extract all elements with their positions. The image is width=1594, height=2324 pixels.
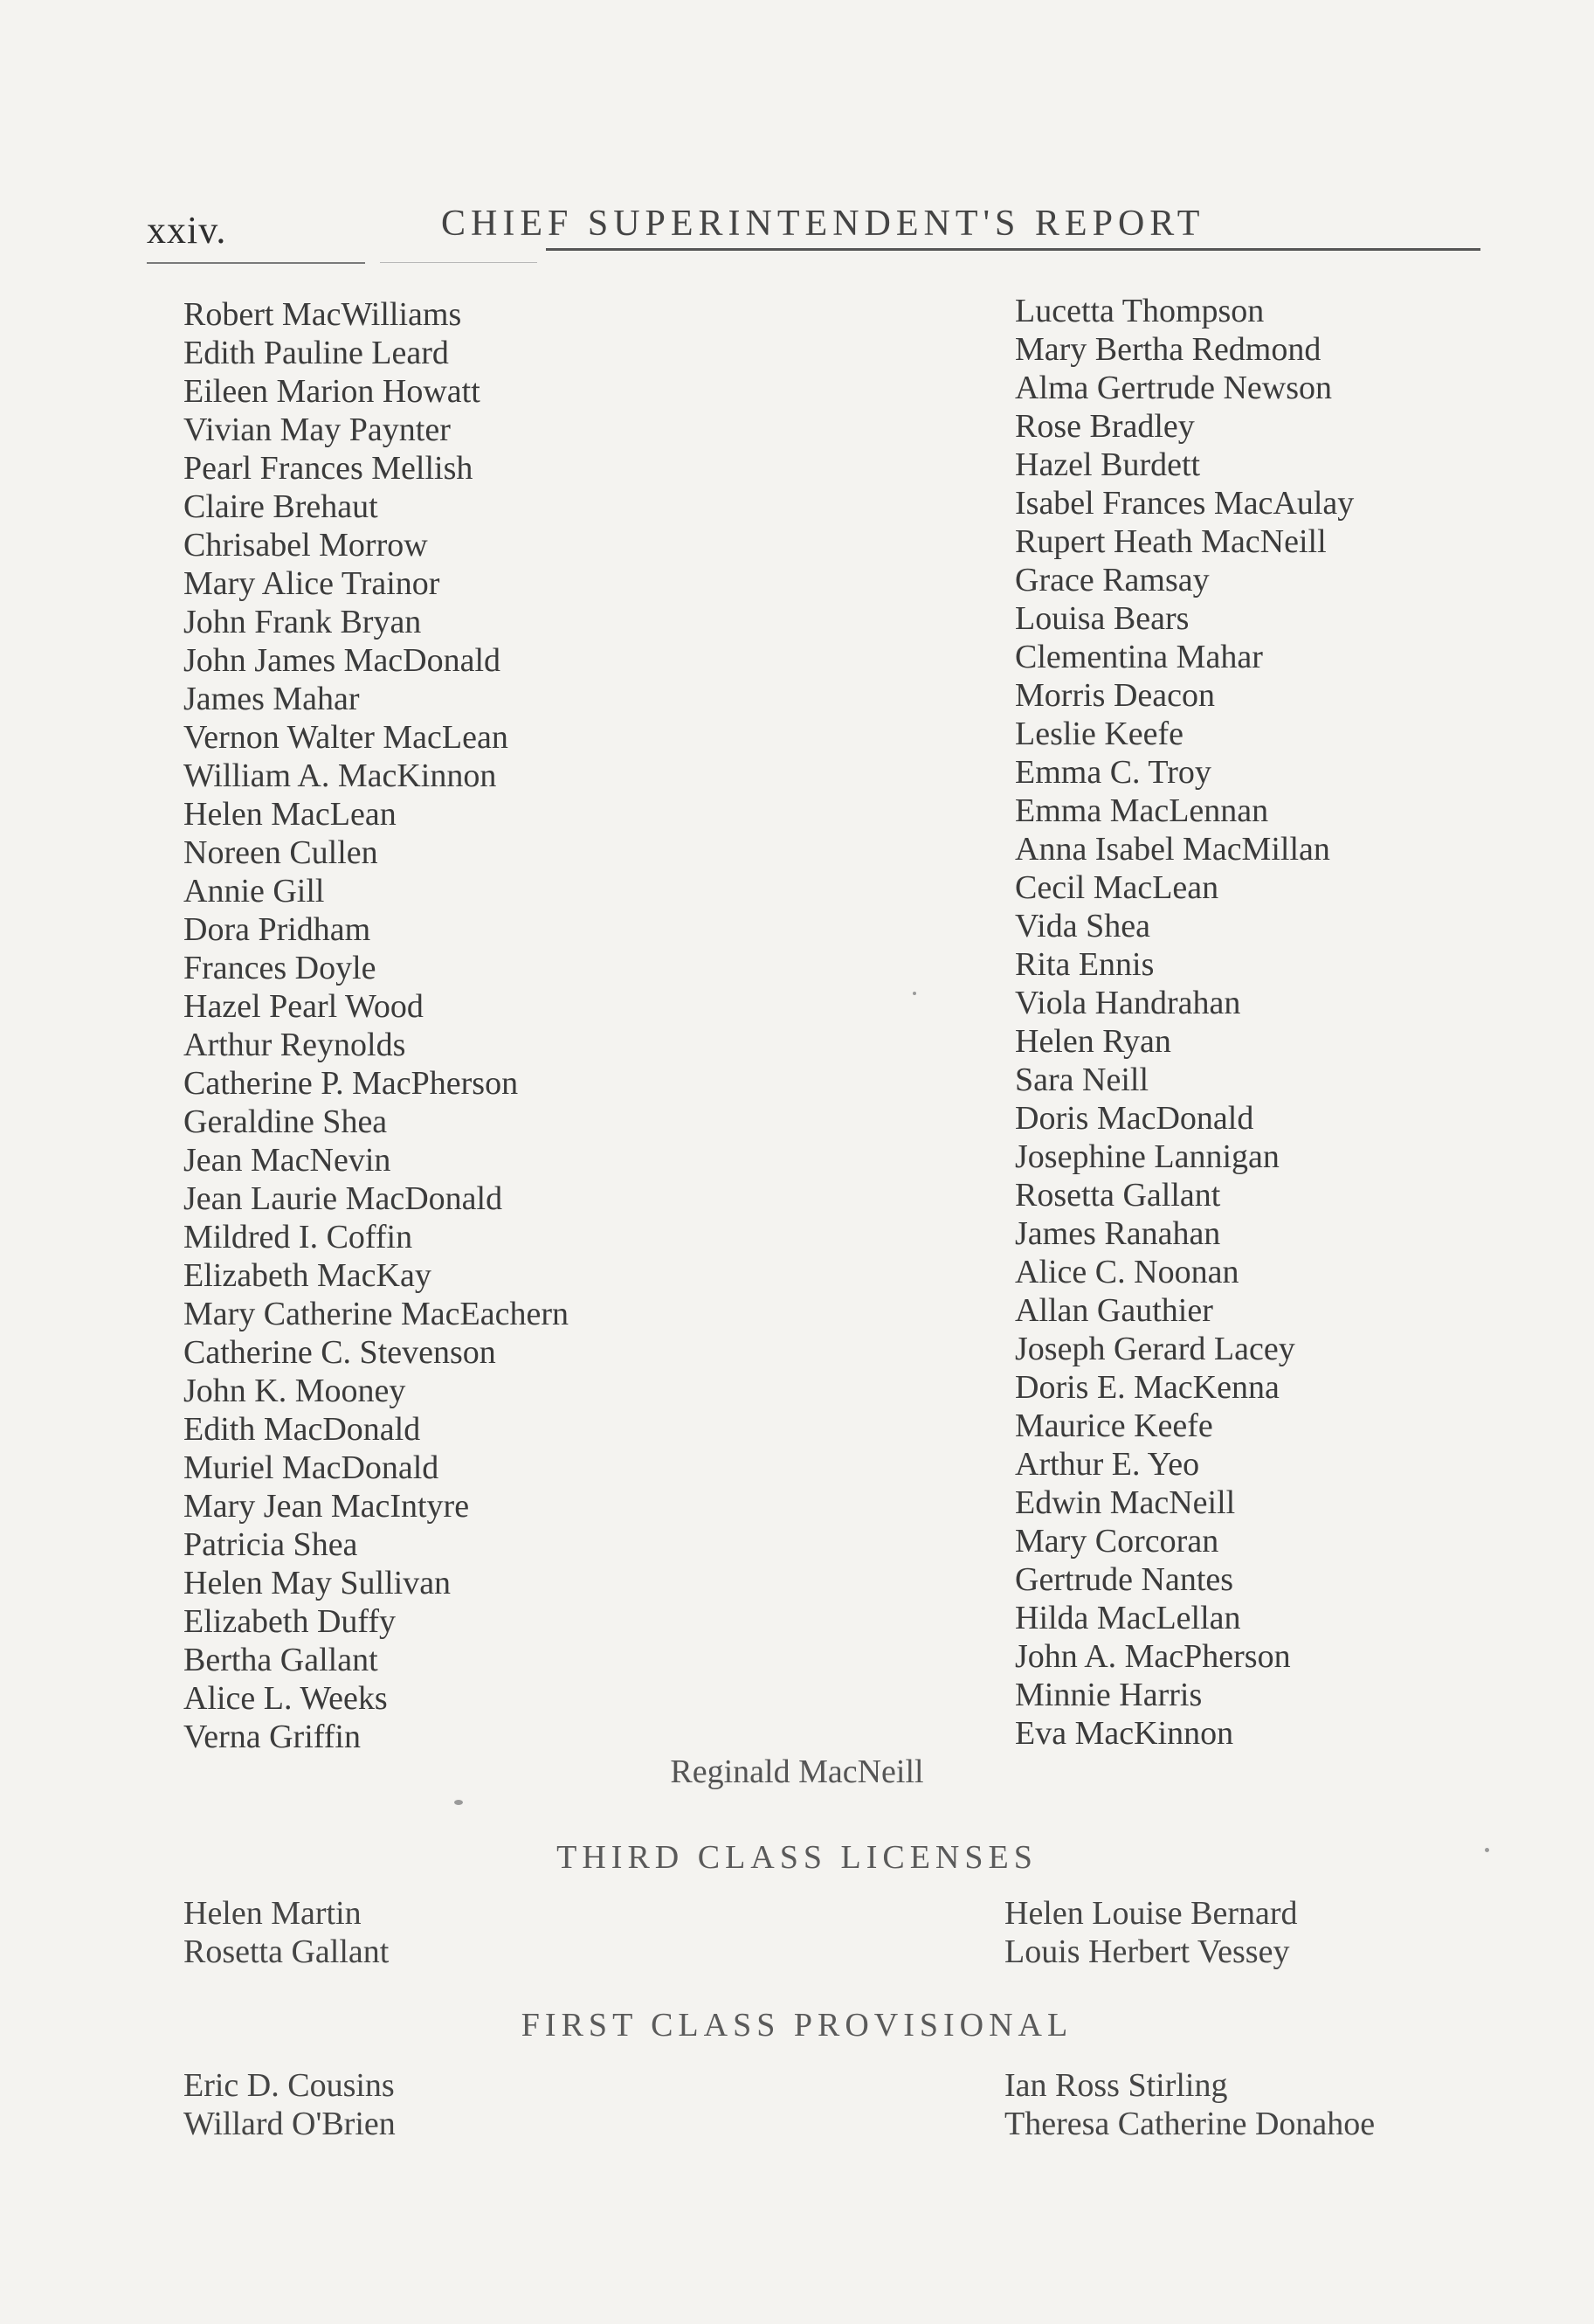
list-item: Helen Ryan: [1015, 1023, 1171, 1060]
list-item: Mary Bertha Redmond: [1015, 331, 1321, 368]
list-item: Morris Deacon: [1015, 677, 1215, 714]
first-class-list-left: [183, 2066, 396, 2143]
list-item: Edith Pauline Leard: [183, 335, 449, 371]
page-number: xxiv.: [147, 209, 227, 252]
list-item: Hazel Burdett: [1015, 446, 1201, 483]
list-item: Gertrude Nantes: [1015, 1561, 1234, 1598]
list-item: Alice L. Weeks: [183, 1680, 388, 1717]
list-item: Bertha Gallant: [183, 1642, 378, 1678]
list-item: Rose Bradley: [1015, 408, 1195, 445]
list-item: Vivian May Paynter: [183, 412, 451, 448]
list-item: Eric D. Cousins: [183, 2067, 395, 2104]
section-title-first-class-provisional: FIRST CLASS PROVISIONAL: [521, 2007, 1073, 2044]
list-item: Rupert Heath MacNeill: [1015, 523, 1327, 560]
list-item: Hilda MacLellan: [1015, 1600, 1241, 1636]
list-item: Mildred I. Coffin: [183, 1219, 413, 1255]
third-class-list-left: [183, 1894, 389, 1971]
list-item: Clementina Mahar: [1015, 639, 1263, 675]
list-item: Robert MacWilliams: [183, 296, 462, 333]
list-item: Helen MacLean: [183, 796, 397, 833]
list-item: Mary Alice Trainor: [183, 565, 440, 602]
list-item: Alma Gertrude Newson: [1015, 370, 1333, 406]
header-rule-middle: [380, 262, 537, 263]
list-item: Willard O'Brien: [183, 2106, 396, 2142]
list-item: Ian Ross Stirling: [1004, 2067, 1228, 2104]
list-item: Jean MacNevin: [183, 1142, 391, 1179]
list-item: Muriel MacDonald: [183, 1449, 439, 1486]
list-item: Jean Laurie MacDonald: [183, 1180, 503, 1217]
list-item: Leslie Keefe: [1015, 716, 1184, 752]
list-item: Anna Isabel MacMillan: [1015, 831, 1330, 868]
list-item: Josephine Lannigan: [1015, 1138, 1280, 1175]
list-item: Isabel Frances MacAulay: [1015, 485, 1355, 522]
list-item: Grace Ramsay: [1015, 562, 1210, 598]
list-item: Viola Handrahan: [1015, 985, 1241, 1021]
list-item: Helen Louise Bernard: [1004, 1895, 1298, 1932]
list-item: Helen May Sullivan: [183, 1565, 452, 1601]
list-item: Arthur Reynolds: [183, 1027, 406, 1063]
list-item: Emma C. Troy: [1015, 754, 1211, 791]
third-class-list-right: [1004, 1894, 1298, 1971]
list-item: Eileen Marion Howatt: [183, 373, 480, 410]
list-item: Cecil MacLean: [1015, 869, 1219, 906]
list-item: Annie Gill: [183, 873, 325, 910]
list-item: James Ranahan: [1015, 1215, 1221, 1252]
header-rule-right: [546, 248, 1480, 251]
list-item: Chrisabel Morrow: [183, 527, 428, 564]
list-item: Edith MacDonald: [183, 1411, 421, 1448]
ink-speck: [454, 1800, 463, 1805]
list-item: Emma MacLennan: [1015, 792, 1269, 829]
list-item: Geraldine Shea: [183, 1103, 388, 1140]
list-item: Claire Brehaut: [183, 488, 378, 525]
list-item: Sara Neill: [1015, 1062, 1149, 1098]
list-item: Doris MacDonald: [1015, 1100, 1254, 1137]
ink-speck: [913, 992, 916, 995]
list-item: Mary Corcoran: [1015, 1523, 1219, 1560]
list-item: Frances Doyle: [183, 950, 376, 986]
list-item: Elizabeth Duffy: [183, 1603, 397, 1640]
list-item: Rosetta Gallant: [183, 1933, 390, 1970]
list-item: Noreen Cullen: [183, 834, 378, 871]
header-rule-left: [147, 262, 365, 264]
list-item: John James MacDonald: [183, 642, 501, 679]
section-title-third-class: THIRD CLASS LICENSES: [556, 1839, 1038, 1876]
list-item: Arthur E. Yeo: [1015, 1446, 1200, 1483]
list-item: Dora Pridham: [183, 911, 371, 948]
list-item: Rosetta Gallant: [1015, 1177, 1221, 1214]
list-item: Patricia Shea: [183, 1526, 358, 1563]
list-item: Helen Martin: [183, 1895, 362, 1932]
list-item: Vida Shea: [1015, 908, 1150, 944]
list-item: Theresa Catherine Donahoe: [1004, 2106, 1376, 2142]
ink-speck: [1485, 1848, 1489, 1852]
list-item: Allan Gauthier: [1015, 1292, 1213, 1329]
list-item: Minnie Harris: [1015, 1677, 1203, 1713]
list-item: Hazel Pearl Wood: [183, 988, 424, 1025]
list-item: Catherine P. MacPherson: [183, 1065, 519, 1102]
list-item: Eva MacKinnon: [1015, 1715, 1234, 1752]
list-item: Elizabeth MacKay: [183, 1257, 431, 1294]
list-item: Mary Catherine MacEachern: [183, 1296, 569, 1332]
names-list-right: [1015, 292, 1354, 1753]
list-item: Pearl Frances Mellish: [183, 450, 473, 487]
list-item: Louis Herbert Vessey: [1004, 1933, 1290, 1970]
list-item: Mary Jean MacIntyre: [183, 1488, 470, 1525]
list-item: Rita Ennis: [1015, 946, 1155, 983]
list-item: John K. Mooney: [183, 1373, 406, 1409]
list-item: Maurice Keefe: [1015, 1408, 1213, 1444]
list-item: John Frank Bryan: [183, 604, 422, 640]
list-item: William A. MacKinnon: [183, 757, 497, 794]
list-item: Doris E. MacKenna: [1015, 1369, 1280, 1406]
list-item: Alice C. Noonan: [1015, 1254, 1239, 1290]
list-item: Vernon Walter MacLean: [183, 719, 508, 756]
running-title: CHIEF SUPERINTENDENT'S REPORT: [441, 204, 1205, 244]
first-class-list-right: [1004, 2066, 1375, 2143]
list-item: Verna Griffin: [183, 1719, 361, 1755]
names-list-left: [183, 295, 569, 1756]
list-item: Louisa Bears: [1015, 600, 1190, 637]
list-item: Lucetta Thompson: [1015, 293, 1265, 329]
list-item: Edwin MacNeill: [1015, 1484, 1236, 1521]
list-item: Joseph Gerard Lacey: [1015, 1331, 1295, 1367]
list-item: John A. MacPherson: [1015, 1638, 1291, 1675]
list-item: James Mahar: [183, 681, 360, 717]
list-item: Catherine C. Stevenson: [183, 1334, 496, 1371]
centered-name: Reginald MacNeill: [670, 1753, 924, 1790]
